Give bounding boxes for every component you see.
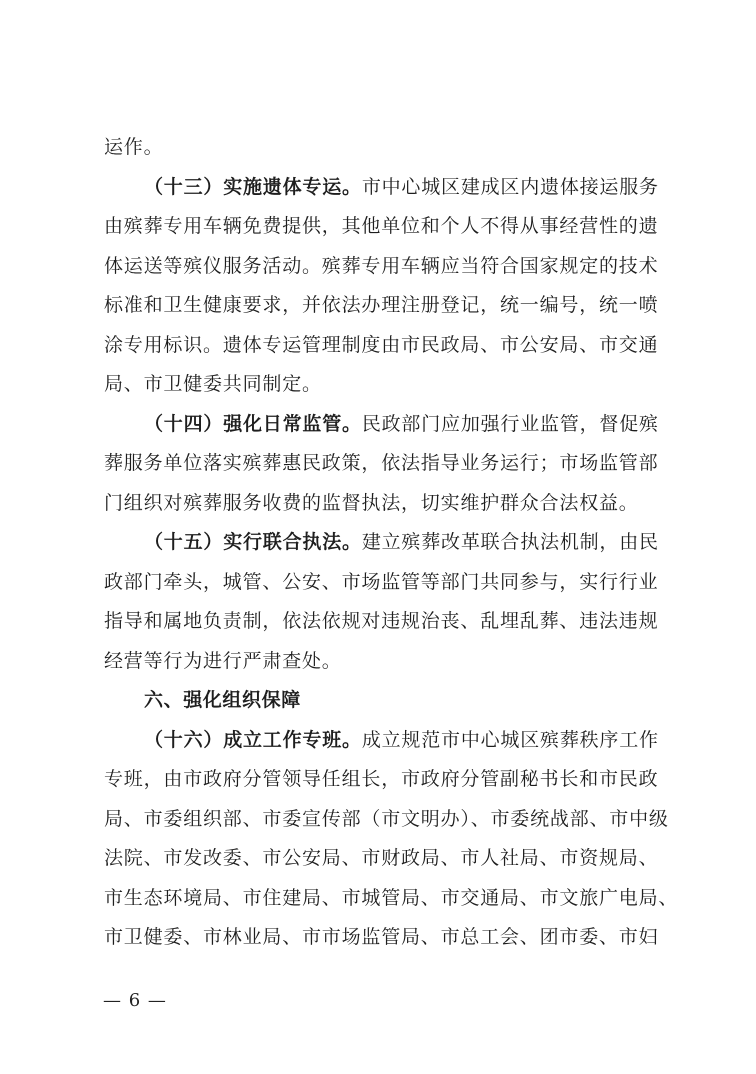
text-line: 市卫健委、市林业局、市市场监管局、市总工会、团市委、市妇 [104,926,659,948]
paragraph-13-line [104,168,659,208]
text-line: 葬服务单位落实殡葬惠民政策，依法指导业务运行；市场监管部 [104,452,659,474]
paragraph-14-line [104,405,659,445]
paragraph-14-title: （十四）强化日常监管。 [144,412,362,435]
text-line: 标准和卫生健康要求，并依法办理注册登记，统一编号，统一喷 [104,294,659,316]
text-line: 涂专用标识。遗体专运管理制度由市民政局、市公安局、市交通 [104,333,659,356]
paragraph-16-text: 成立规范市中心城区殡葬秩序工作 [361,728,659,751]
document-body [104,128,679,958]
paragraph-15-text: 建立殡葬改革联合执法机制，由民 [361,531,659,553]
text-line: 由殡葬专用车辆免费提供，其他单位和个人不得从事经营性的遗 [104,215,659,237]
text-line: 法院、市发改委、市公安局、市财政局、市人社局、市资规局、 [104,847,659,869]
text-line: 指导和属地负责制，依法依规对违规治丧、乱埋乱葬、违法违规 [104,610,659,632]
paragraph-15-line [104,523,659,563]
text-line: 政部门牵头，城管、公安、市场监管等部门共同参与，实行行业 [104,570,659,593]
paragraph-13-title: （十三）实施遗体专运。 [144,175,362,198]
text-line: 门组织对殡葬服务收费的监督执法，切实维护群众合法权益。 [104,491,639,514]
text-line: 市生态环境局、市住建局、市城管局、市交通局、市文旅广电局、 [104,886,679,909]
paragraph-15-title: （十五）实行联合执法。 [144,531,362,553]
text-line: 专班，由市政府分管领导任组长，市政府分管副秘书长和市民政 [104,768,659,790]
paragraph-16-line [104,721,659,761]
paragraph-16-title: （十六）成立工作专班。 [144,728,362,751]
page-number: — 6 — [103,990,167,1011]
text-line: 运作。 [104,136,164,158]
text-line: 经营等行为进行严肃查处。 [104,649,342,672]
text-line: 体运送等殡仪服务活动。殡葬专用车辆应当符合国家规定的技术 [104,254,659,277]
text-line: 局、市委组织部、市委宣传部（市文明办）、市委统战部、市中级 [104,807,669,830]
paragraph-14-text: 民政部门应加强行业监管，督促殡 [361,412,659,435]
text-line: 局、市卫健委共同制定。 [104,373,322,395]
section-heading: 六、强化组织保障 [144,689,301,711]
paragraph-13-text: 市中心城区建成区内遗体接运服务 [361,175,659,198]
